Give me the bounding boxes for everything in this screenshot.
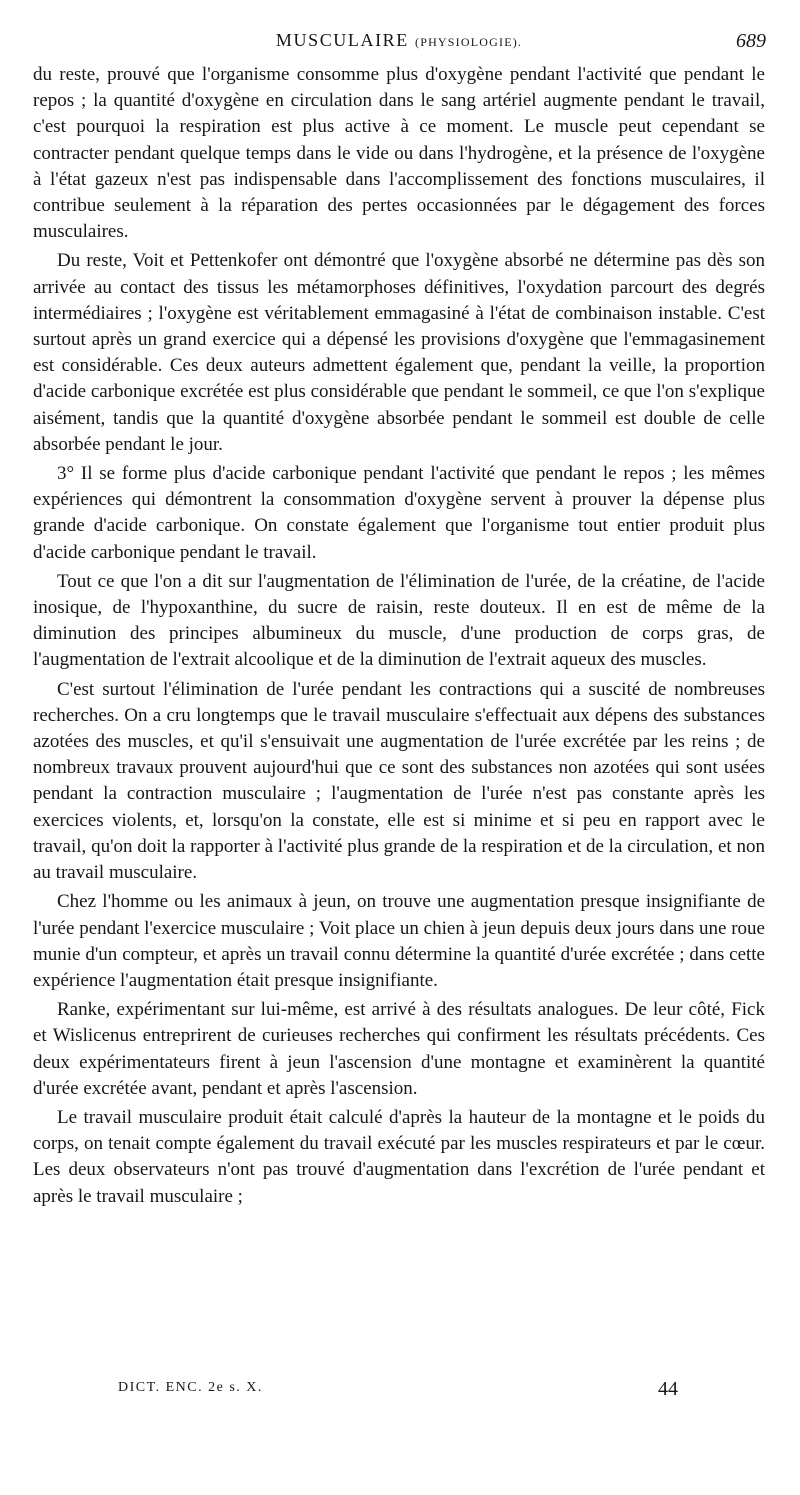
running-title <box>32 30 766 51</box>
body-text <box>33 62 765 1213</box>
page-footer <box>118 1378 698 1406</box>
running-title-subtitle: (PHYSIOLOGIE). <box>415 35 523 49</box>
page-number: 689 <box>736 30 766 52</box>
paragraph: Le travail musculaire produit était calculé d'après la hauteur de la montagne et le poids du corps, on tenait compte également du travail exécuté par les muscles respirateurs et par le cœur. Les deux observateurs n'ont pas trouvé d'augmentation dans l'excrétion de l'urée pendant et après le travail musculaire ; <box>33 1106 765 1207</box>
running-title-main: MUSCULAIRE <box>275 30 409 50</box>
paragraph: Ranke, expérimentant sur lui-même, est arrivé à des résultats analogues. De leur côté, Fick et Wislicenus entreprirent de curieuses recherches qui confirment les résultats précédents. Ces deux expérimentateurs firent à jeun l'ascension d'une montagne et examinèrent la quantité d'urée excrétée avant, pendant et après l'ascension. <box>33 999 765 1099</box>
sheet-number: 44 <box>658 1378 678 1400</box>
paragraph: Chez l'homme ou les animaux à jeun, on trouve une augmentation presque insignifiante de l'urée pendant l'exercice musculaire ; Voit place un chien à jeun depuis deux jours dans une roue munie d'un compteur, et après un travail connu détermine la quantité d'urée excrétée ; dans cette expérience l'augmentation était presque insignifiante. <box>33 891 765 991</box>
paragraph: Tout ce que l'on a dit sur l'augmentation de l'élimination de l'urée, de la créatine, de l'acide inosique, de l'hypoxanthine, du sucre de raisin, reste douteux. Il en est de même de la diminution des principes albumineux du muscle, d'une production de corps gras, de l'augmentation de l'extrait alcoolique et de la diminution de l'extrait aqueux des muscles. <box>33 570 765 671</box>
page-header <box>32 30 766 58</box>
signature-mark: DICT. ENC. 2e s. X. <box>118 1380 263 1395</box>
paragraph: du reste, prouvé que l'organisme consomme plus d'oxygène pendant l'activité que pendant le repos ; la quantité d'oxygène en circulation dans le sang artériel augmente pendant le travail, c'est pourquoi la respiration est plus active à ce moment. Le muscle peut cependant se contracter pendant quelque temps dans le vide ou dans l'hydrogène, et la présence de l'oxygène à l'état gazeux n'est pas indispensable dans l'accomplissement des fonctions musculaires, il contribue seulement à la réparation des pertes occasionnées par le dégagement des forces musculaires. <box>33 64 765 243</box>
paragraph: Du reste, Voit et Pettenkofer ont démontré que l'oxygène absorbé ne détermine pas dès son arrivée au contact des tissus les métamorphoses définitives, l'oxydation parcourt des degrés intermédiaires ; l'oxygène est véritablement emmagasiné à l'état de combinaison instable. C'est surtout après un grand exercice qui a dépensé les provisions d'oxygène que l'emmagasinement est considérable. Ces deux auteurs admettent également que, pendant la veille, la proportion d'acide carbonique excrétée est plus considérable que pendant le sommeil, ce que l'on s'explique aisément, tandis que la quantité d'oxygène absorbée pendant le sommeil est double de celle absorbée pendant le jour. <box>33 250 765 455</box>
paragraph: 3° Il se forme plus d'acide carbonique pendant l'activité que pendant le repos ; les mêmes expériences qui démontrent la consommation d'oxygène servent à prouver la dépense plus grande d'acide carbonique. On constate également que l'organisme tout entier produit plus d'acide carbonique pendant le travail. <box>33 463 765 563</box>
paragraph: C'est surtout l'élimination de l'urée pendant les contractions qui a suscité de nombreuses recherches. On a cru longtemps que le travail musculaire s'effectuait aux dépens des substances azotées des muscles, et qu'il s'ensuivait une augmentation de l'urée excrétée par les reins ; de nombreux travaux prouvent aujourd'hui que ce sont des substances non azotées qui sont usées pendant la contraction musculaire ; l'augmentation de l'urée n'est pas constante après les exercices violents, et, lorsqu'on la constate, elle est si minime et si peu en rapport avec le travail, qu'on doit la rapporter à l'activité plus grande de la respiration et de la circulation, et non au travail musculaire. <box>33 678 765 884</box>
